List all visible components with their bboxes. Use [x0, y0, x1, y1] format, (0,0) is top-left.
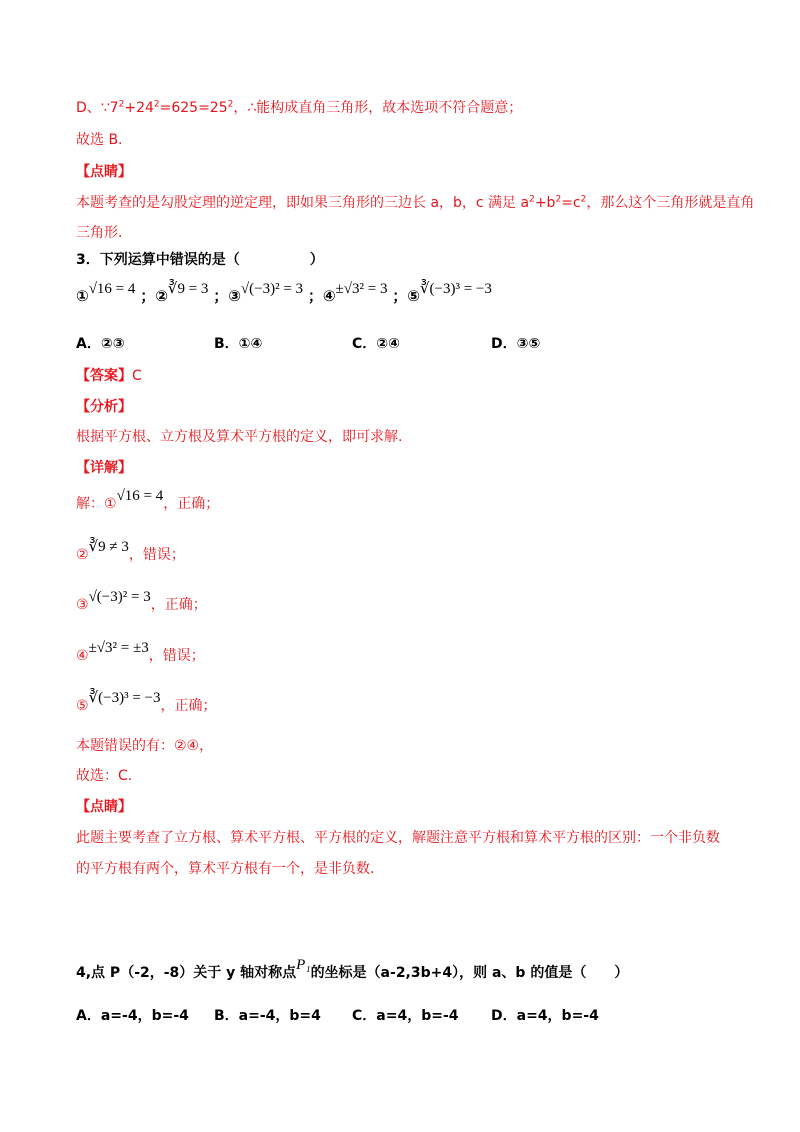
q3-comment-line-1: 此题主要考查了立方根、算术平方根、平方根的定义，解题注意平方根和算术平方根的区别：一个非负数	[76, 830, 720, 846]
q3-expr-3: √(−3)² = 3	[240, 281, 304, 297]
q3-wrong-summary: 本题错误的有：②④，	[76, 738, 214, 754]
q4-option-d: D．a=4，b=-4	[491, 1008, 599, 1024]
q3-expr-5: ∛(−3)³ = −3	[419, 281, 492, 297]
q3-step-3: ③√(−3)² = 3，正确；	[76, 589, 207, 613]
q3-step-5: ⑤∛(−3)³ = −3，正确；	[76, 690, 217, 714]
prev-option-d-line: D、$\because 7^2+24^2=625=25^2$，∴能构成直角三角形，故本选项不符合题意；	[76, 99, 523, 116]
q3-option-c: C．②④	[352, 336, 400, 352]
q3-expr-4: ±√3² = 3	[335, 281, 388, 297]
q4-option-c: C．a=4，b=-4	[352, 1008, 459, 1024]
q4-p1-symbol: P₁	[296, 957, 311, 973]
q4-stem: 4,点 P（-2，-8）关于 y 轴对称点P₁的坐标是（a-2,3b+4），则 a、b 的值是（ ）	[76, 957, 629, 981]
q3-step-2: ②∛9 ≠ 3，错误；	[76, 539, 185, 563]
q4-option-a: A．a=-4，b=-4	[76, 1008, 189, 1024]
q3-comment-line-2: 的平方根有两个，算术平方根有一个，是非负数.	[76, 861, 375, 877]
q3-answer: 【答案】C	[76, 368, 142, 384]
prev-comment-line-1: 本题考查的是勾股定理的逆定理，即如果三角形的三边长 a，b，c 满足 $a^2+b^2=c^2$，那么这个三角形就是直角	[76, 194, 755, 211]
q3-expressions: ①√16 = 4 ；②∛9 = 3 ；③√(−3)² = 3 ；④±√3² = 3 ；⑤∛(−3)³ = −3	[76, 281, 492, 305]
q3-step-4: ④±√3² = ±3，错误；	[76, 640, 205, 664]
prev-dianjing-label: 【点睛】	[76, 164, 132, 180]
prev-comment-line-2: 三角形.	[76, 225, 123, 241]
prev-select: 故选 B.	[76, 132, 123, 148]
q3-option-a: A．②③	[76, 336, 125, 352]
q3-dianjing-label: 【点睛】	[76, 799, 132, 815]
q3-step-1: 解：①√16 = 4，正确；	[76, 488, 220, 512]
q3-expr-1: √16 = 4	[88, 281, 136, 297]
q3-analysis-label: 【分析】	[76, 399, 132, 415]
q3-select: 故选：C.	[76, 768, 133, 784]
q3-option-b: B．①④	[214, 336, 263, 352]
q4-option-b: B．a=-4，b=4	[214, 1008, 321, 1024]
q3-analysis-text: 根据平方根、立方根及算术平方根的定义，即可求解.	[76, 429, 403, 445]
q3-detail-label: 【详解】	[76, 460, 132, 476]
q3-expr-2: ∛9 = 3	[167, 281, 209, 297]
q3-option-d: D．③⑤	[491, 336, 541, 352]
q3-stem: 3．下列运算中错误的是（ ）	[76, 252, 324, 268]
